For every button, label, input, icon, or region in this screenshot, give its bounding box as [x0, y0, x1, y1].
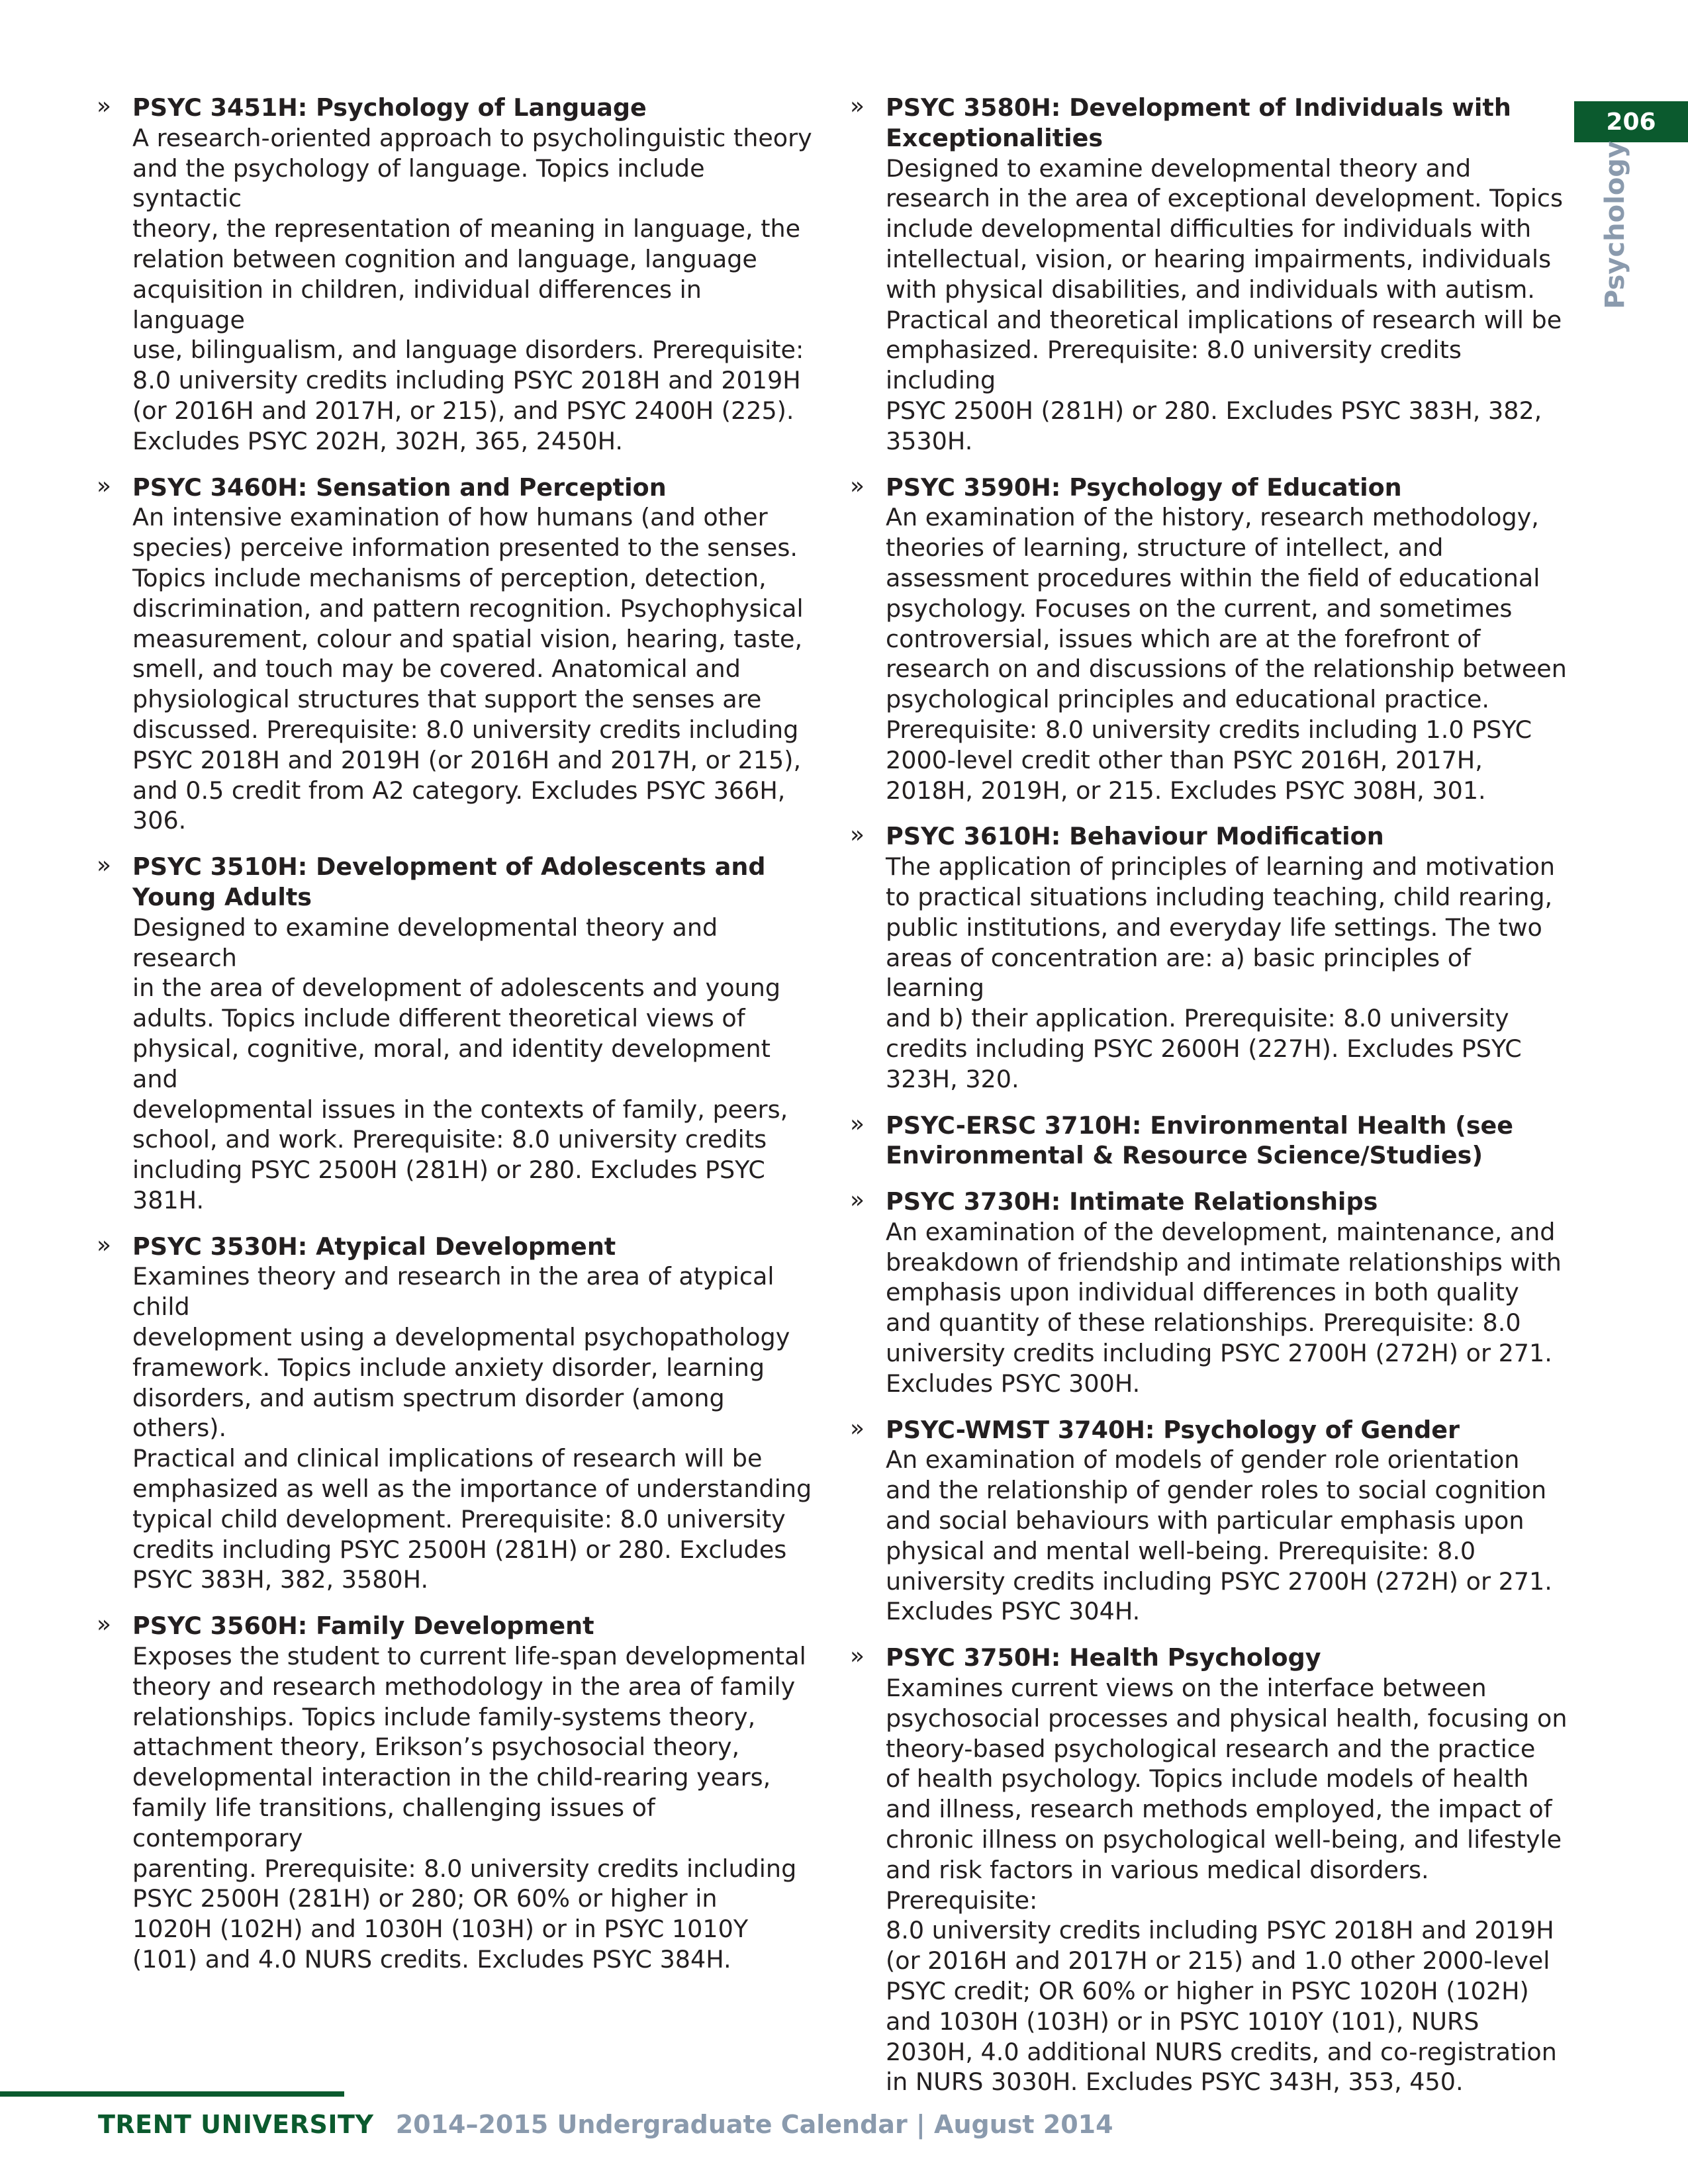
course-entry: [93, 852, 814, 1216]
course-entry: [846, 1643, 1568, 2097]
course-title: PSYC-ERSC 3710H: Environmental Health (see Environmental & Resource Science/Studies): [886, 1111, 1514, 1170]
bullet-icon: »: [850, 1187, 865, 1214]
bullet-icon: »: [850, 1110, 865, 1138]
course-title: PSYC 3560H: Family Development: [132, 1612, 594, 1641]
course-title: PSYC 3590H: Psychology of Education: [886, 473, 1402, 502]
bullet-icon: »: [97, 1231, 112, 1259]
course-entry: [93, 1232, 814, 1596]
course-description: Examines current views on the interface between psychosocial processes and physical health, focusing on theory-based psychological research and the practice of health psychology. Topics include models of health and illness, research methods employed, the impact of chronic illness on psychological well-being, and lifestyle and risk factors in various medical disorders. Prerequisite: 8.0 university credits including PSYC 2018H and 2019H (or 2016H and 2017H or 215) and 1.0 other 2000-level PSYC credit; OR 60% or higher in PSYC 1020H (102H) and 1030H (103H) or in PSYC 1010Y (101), NURS 2030H, 4.0 additional NURS credits, and co-registration in NURS 3030H. Excludes PSYC 343H, 353, 450.: [886, 1674, 1568, 2097]
course-description: Examines theory and research in the area of atypical child development using a developmental psychopathology framework. Topics include anxiety disorder, learning disorders, and autism spectrum disorder (among others). Practical and clinical implications of research will be emphasized as well as the importance of understanding typical child development. Prerequisite: 8.0 university credits including PSYC 2500H (281H) or 280. Excludes PSYC 383H, 382, 3580H.: [132, 1262, 812, 1594]
bullet-icon: »: [850, 93, 865, 120]
section-tab: Psychology: [1600, 140, 1630, 310]
course-entry: [846, 93, 1568, 457]
course-entry: [846, 1187, 1568, 1399]
course-title: PSYC 3750H: Health Psychology: [886, 1643, 1321, 1672]
course-title: PSYC 3730H: Intimate Relationships: [886, 1187, 1378, 1216]
page-number: 206: [1606, 108, 1656, 136]
footer-divider: [0, 2091, 344, 2097]
course-entry: [846, 473, 1568, 806]
course-description: The application of principles of learning and motivation to practical situations including teaching, child rearing, public institutions, and everyday life settings. The two areas of concentration are: a) basic principles of learning and b) their application. Prerequisite: 8.0 university credits including PSYC 2600H (227H). Excludes PSYC 323H, 320.: [886, 852, 1556, 1093]
bullet-icon: »: [97, 1611, 112, 1639]
course-description: Designed to examine developmental theory and research in the area of exceptional development. Topics include developmental difficulties for individuals with intellectual, vision, or hearing impairments, individuals with physical disabilities, and individuals with autism. Practical and theoretical implications of research will be emphasized. Prerequisite: 8.0 university credits including PSYC 2500H (281H) or 280. Excludes PSYC 383H, 382, 3530H.: [886, 154, 1563, 455]
course-entry: [846, 1415, 1568, 1627]
bullet-icon: »: [850, 1414, 865, 1442]
course-entry: [93, 1611, 814, 1975]
footer-university: TRENT UNIVERSITY: [98, 2110, 374, 2139]
course-description: An examination of the history, research methodology, theories of learning, structure of intellect, and assessment procedures within the field of educational psychology. Focuses on the current, and sometimes controversial, issues which are at the forefront of research on and discussions of the relationship between psychological principles and educational practice. Prerequisite: 8.0 university credits including 1.0 PSYC 2000-level credit other than PSYC 2016H, 2017H, 2018H, 2019H, or 215. Excludes PSYC 308H, 301.: [886, 503, 1567, 805]
course-description: Designed to examine developmental theory and research in the area of development of adolescents and young adults. Topics include different theoretical views of physical, cognitive, moral, and identity development and developmental issues in the contexts of family, peers, school, and work. Prerequisite: 8.0 university credits including PSYC 2500H (281H) or 280. Excludes PSYC 381H.: [132, 913, 788, 1214]
course-description: An intensive examination of how humans (and other species) perceive information presented to the senses. Topics include mechanisms of perception, detection, discrimination, and pattern recognition. Psychophysical measurement, colour and spatial vision, hearing, taste, smell, and touch may be covered. Anatomical and physiological structures that support the senses are discussed. Prerequisite: 8.0 university credits including PSYC 2018H and 2019H (or 2016H and 2017H, or 215), and 0.5 credit from A2 category. Excludes PSYC 366H, 306.: [132, 503, 804, 835]
course-entry: [93, 473, 814, 837]
course-title: PSYC 3460H: Sensation and Perception: [132, 473, 667, 502]
course-title: PSYC-WMST 3740H: Psychology of Gender: [886, 1415, 1460, 1444]
bullet-icon: »: [850, 821, 865, 849]
course-title: PSYC 3510H: Development of Adolescents and Young Adults: [132, 852, 766, 911]
left-column: [93, 93, 814, 1991]
course-title: PSYC 3610H: Behaviour Modification: [886, 822, 1384, 851]
bullet-icon: »: [850, 1643, 865, 1670]
footer-calendar: 2014–2015 Undergraduate Calendar | August 2014: [395, 2110, 1113, 2139]
course-title: PSYC 3580H: Development of Individuals with Exceptionalities: [886, 93, 1511, 152]
bullet-icon: »: [97, 852, 112, 880]
course-description: An examination of models of gender role orientation and the relationship of gender roles to social cognition and social behaviours with particular emphasis upon physical and mental well-being. Prerequisite: 8.0 university credits including PSYC 2700H (272H) or 271. Excludes PSYC 304H.: [886, 1445, 1552, 1626]
bullet-icon: »: [850, 472, 865, 500]
course-title: PSYC 3451H: Psychology of Language: [132, 93, 647, 122]
course-description: An examination of the development, maintenance, and breakdown of friendship and intimate relationships with emphasis upon individual differences in both quality and quantity of these relationships. Prerequisite: 8.0 university credits including PSYC 2700H (272H) or 271. Excludes PSYC 300H.: [886, 1217, 1562, 1398]
bullet-icon: »: [97, 472, 112, 500]
course-description: A research-oriented approach to psycholinguistic theory and the psychology of language. Topics include syntactic theory, the representation of meaning in language, the relation between cognition and language, language acquisition in children, individual differences in language use, bilingualism, and language disorders. Prerequisite: 8.0 university credits including PSYC 2018H and 2019H (or 2016H and 2017H, or 215), and PSYC 2400H (225). Excludes PSYC 202H, 302H, 365, 2450H.: [132, 123, 812, 455]
course-entry: [846, 1111, 1568, 1171]
course-description: Exposes the student to current life-span developmental theory and research methodology in the area of family relationships. Topics include family-systems theory, attachment theory, Erikson’s psychosocial theory, developmental interaction in the child-rearing years, family life transitions, challenging issues of contemporary parenting. Prerequisite: 8.0 university credits including PSYC 2500H (281H) or 280; OR 60% or higher in 1020H (102H) and 1030H (103H) or in PSYC 1010Y (101) and 4.0 NURS credits. Excludes PSYC 384H.: [132, 1642, 806, 1974]
page-number-badge: [1574, 101, 1688, 142]
right-column: [846, 93, 1568, 2113]
course-entry: [846, 821, 1568, 1094]
footer: [98, 2110, 1113, 2139]
bullet-icon: »: [97, 93, 112, 120]
course-title: PSYC 3530H: Atypical Development: [132, 1232, 616, 1261]
course-entry: [93, 93, 814, 457]
